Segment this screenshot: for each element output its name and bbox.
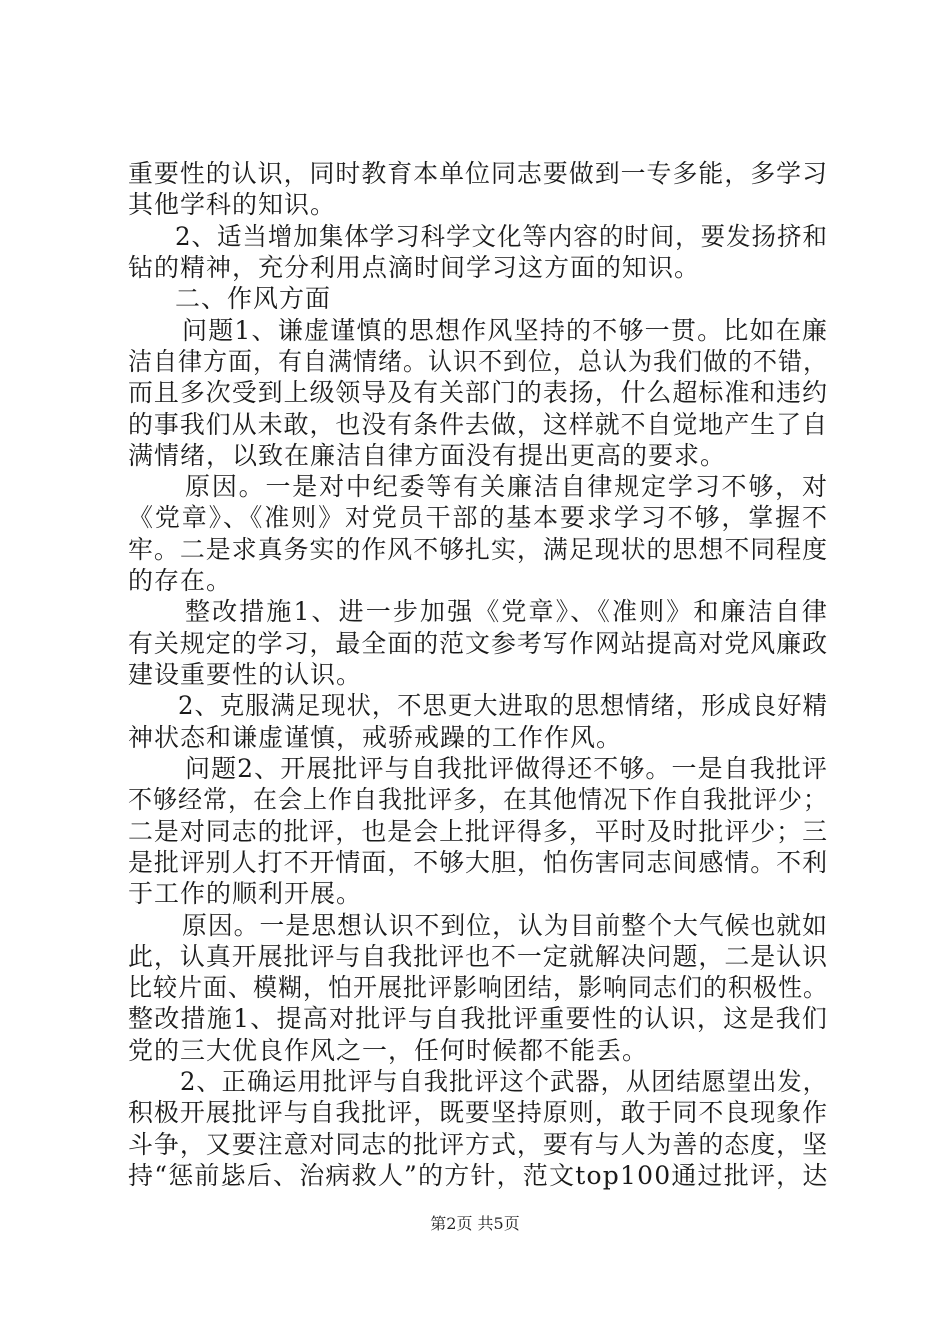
text-line: 整改措施1、提高对批评与自我批评重要性的认识，这是我们 xyxy=(128,1004,829,1034)
text-line: 二、作风方面 xyxy=(175,284,332,314)
text-line: 牢。二是求真务实的作风不够扎实，满足现状的思想不同程度 xyxy=(128,534,829,564)
text-line: 此，认真开展批评与自我批评也不一定就解决问题，二是认识 xyxy=(128,941,829,971)
text-line: 其他学科的知识。 xyxy=(128,190,337,220)
text-line: 于工作的顺利开展。 xyxy=(128,879,363,909)
page-number: 第2页 共5页 xyxy=(430,1214,520,1233)
text-line: 2、适当增加集体学习科学文化等内容的时间，要发扬挤和 xyxy=(175,221,828,251)
text-line: 而且多次受到上级领导及有关部门的表扬，什么超标准和违约 xyxy=(128,378,829,408)
text-line: 问题2、开展批评与自我批评做得还不够。一是自我批评 xyxy=(185,753,828,783)
text-line: 2、正确运用批评与自我批评这个武器，从团结愿望出发， xyxy=(180,1067,828,1097)
text-line: 是批评别人打不开情面，不够大胆，怕伤害同志间感情。不利 xyxy=(128,847,829,877)
text-line: 持“惩前毖后、治病救人”的方针，范文top100通过批评，达 xyxy=(128,1161,829,1190)
text-line: 的存在。 xyxy=(128,566,233,596)
text-line: 原因。一是对中纪委等有关廉洁自律规定学习不够，对 xyxy=(185,472,829,502)
text-line: 满情绪，以致在廉洁自律方面没有提出更高的要求。 xyxy=(128,440,727,470)
text-line: 问题1、谦虚谨慎的思想作风坚持的不够一贯。比如在廉 xyxy=(182,315,829,345)
text-line: 建设重要性的认识。 xyxy=(128,660,363,689)
text-line: 不够经常，在会上作自我批评多，在其他情况下作自我批评少； xyxy=(128,785,828,815)
text-line: 神状态和谦虚谨慎，戒骄戒躁的工作作风。 xyxy=(128,722,623,752)
text-line: 的事我们从未敢，也没有条件去做，这样就不自觉地产生了自 xyxy=(128,409,829,439)
text-line: 洁自律方面，有自满情绪。认识不到位，总认为我们做的不错， xyxy=(128,346,828,376)
text-line: 《党章》、《准则》对党员干部的基本要求学习不够，掌握不 xyxy=(128,503,829,533)
text-line: 2、克服满足现状，不思更大进取的思想情绪，形成良好精 xyxy=(178,691,828,721)
text-line: 党的三大优良作风之一，任何时候都不能丢。 xyxy=(128,1035,649,1065)
text-line: 积极开展批评与自我批评，既要坚持原则，敢于同不良现象作 xyxy=(128,1098,829,1128)
text-line: 整改措施1、进一步加强《党章》、《准则》和廉洁自律 xyxy=(185,597,830,627)
text-line: 钻的精神，充分利用点滴时间学习这方面的知识。 xyxy=(128,252,701,282)
text-line: 斗争，又要注意对同志的批评方式，要有与人为善的态度，坚 xyxy=(128,1129,829,1159)
text-line: 有关规定的学习，最全面的范文参考写作网站提高对党风廉政 xyxy=(128,628,829,658)
text-line: 原因。一是思想认识不到位，认为目前整个大气候也就如 xyxy=(182,910,828,940)
text-line: 比较片面、模糊，怕开展批评影响团结，影响同志们的积极性。 xyxy=(128,973,828,1003)
text-line: 重要性的认识，同时教育本单位同志要做到一专多能，多学习 xyxy=(128,159,829,188)
text-line: 二是对同志的批评，也是会上批评得多，平时及时批评少；三 xyxy=(128,816,829,846)
